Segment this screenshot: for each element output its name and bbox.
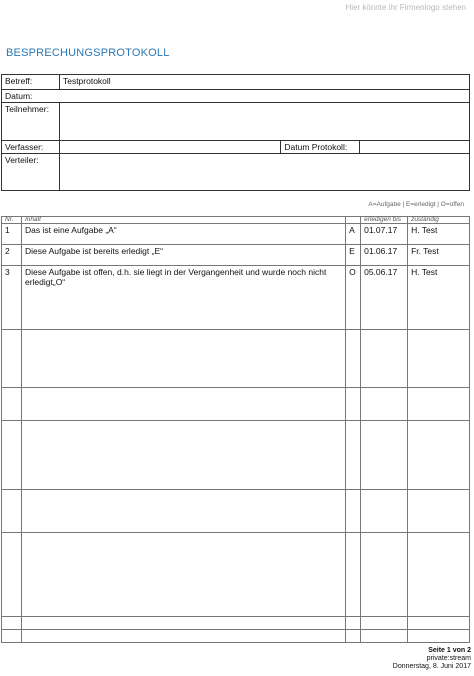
empty-cell[interactable] bbox=[408, 330, 470, 388]
empty-cell[interactable] bbox=[361, 421, 408, 490]
table-row bbox=[2, 490, 470, 533]
page-title: BESPRECHUNGSPROTOKOLL bbox=[6, 47, 170, 59]
datum-label[interactable]: Datum: bbox=[2, 90, 470, 103]
row-inhalt[interactable]: Diese Aufgabe ist offen, d.h. sie liegt in der Vergangenheit und wurde noch nicht erledigt„O“ bbox=[21, 266, 345, 330]
table-row bbox=[2, 630, 470, 643]
empty-cell[interactable] bbox=[21, 533, 345, 617]
verfasser-value[interactable] bbox=[59, 141, 280, 154]
empty-cell[interactable] bbox=[346, 630, 361, 643]
table-row bbox=[2, 266, 470, 330]
col-header-nr: Nr. bbox=[2, 217, 22, 224]
empty-cell[interactable] bbox=[408, 490, 470, 533]
row-person[interactable]: H. Test bbox=[408, 224, 470, 245]
row-nr: 3 bbox=[2, 266, 22, 330]
empty-cell[interactable] bbox=[2, 388, 22, 421]
meta-table bbox=[1, 74, 470, 191]
empty-cell[interactable] bbox=[361, 617, 408, 630]
col-header-erledigen-bis: erledigen bis bbox=[361, 217, 408, 224]
teilnehmer-label: Teilnehmer: bbox=[2, 103, 60, 141]
empty-cell[interactable] bbox=[2, 617, 22, 630]
betreff-value[interactable]: Testprotokoll bbox=[59, 75, 469, 90]
empty-cell[interactable] bbox=[21, 330, 345, 388]
empty-cell[interactable] bbox=[2, 330, 22, 388]
empty-cell[interactable] bbox=[346, 421, 361, 490]
verteiler-value[interactable] bbox=[59, 154, 469, 191]
empty-cell[interactable] bbox=[361, 630, 408, 643]
row-nr: 2 bbox=[2, 245, 22, 266]
empty-cell[interactable] bbox=[2, 533, 22, 617]
empty-cell[interactable] bbox=[361, 490, 408, 533]
empty-cell[interactable] bbox=[21, 388, 345, 421]
table-row bbox=[2, 330, 470, 388]
empty-cell[interactable] bbox=[361, 388, 408, 421]
table-row bbox=[2, 421, 470, 490]
empty-cell[interactable] bbox=[361, 533, 408, 617]
teilnehmer-value[interactable] bbox=[59, 103, 469, 141]
datum-protokoll-value[interactable] bbox=[360, 141, 470, 154]
footer-date: Donnerstag, 8. Juni 2017 bbox=[392, 663, 471, 670]
empty-cell[interactable] bbox=[346, 330, 361, 388]
empty-cell[interactable] bbox=[408, 388, 470, 421]
row-date[interactable]: 01.07.17 bbox=[361, 224, 408, 245]
row-inhalt[interactable]: Das ist eine Aufgabe „A“ bbox=[21, 224, 345, 245]
row-status[interactable]: O bbox=[346, 266, 361, 330]
empty-cell[interactable] bbox=[2, 421, 22, 490]
empty-cell[interactable] bbox=[408, 533, 470, 617]
empty-cell[interactable] bbox=[346, 617, 361, 630]
row-status[interactable]: A bbox=[346, 224, 361, 245]
row-status[interactable]: E bbox=[346, 245, 361, 266]
company-logo-placeholder: Hier könnte ihr Firmenlogo stehen bbox=[345, 3, 466, 12]
table-row bbox=[2, 224, 470, 245]
row-date[interactable]: 05.06.17 bbox=[361, 266, 408, 330]
empty-cell[interactable] bbox=[361, 330, 408, 388]
verfasser-label: Verfasser: bbox=[2, 141, 60, 154]
table-row bbox=[2, 617, 470, 630]
empty-cell[interactable] bbox=[346, 388, 361, 421]
empty-cell[interactable] bbox=[21, 617, 345, 630]
page-number: Seite 1 von 2 bbox=[428, 647, 471, 654]
row-nr: 1 bbox=[2, 224, 22, 245]
empty-cell[interactable] bbox=[21, 421, 345, 490]
empty-cell[interactable] bbox=[408, 630, 470, 643]
empty-cell[interactable] bbox=[2, 490, 22, 533]
empty-cell[interactable] bbox=[2, 630, 22, 643]
row-person[interactable]: H. Test bbox=[408, 266, 470, 330]
datum-protokoll-label: Datum Protokoll: bbox=[281, 141, 360, 154]
empty-cell[interactable] bbox=[346, 533, 361, 617]
tasks-table bbox=[1, 216, 470, 643]
empty-cell[interactable] bbox=[408, 421, 470, 490]
row-person[interactable]: Fr. Test bbox=[408, 245, 470, 266]
table-row bbox=[2, 245, 470, 266]
empty-cell[interactable] bbox=[21, 630, 345, 643]
col-header-zustandig: zuständig bbox=[408, 217, 470, 224]
row-inhalt[interactable]: Diese Aufgabe ist bereits erledigt „E“ bbox=[21, 245, 345, 266]
empty-cell[interactable] bbox=[21, 490, 345, 533]
col-header-status bbox=[346, 217, 361, 224]
footer-company: private:stream bbox=[426, 655, 471, 662]
status-legend: A=Aufgabe | E=erledigt | O=offen bbox=[368, 201, 464, 208]
table-row bbox=[2, 533, 470, 617]
col-header-inhalt: Inhalt bbox=[21, 217, 345, 224]
page-footer bbox=[393, 647, 471, 671]
verteiler-label: Verteiler: bbox=[2, 154, 60, 191]
empty-cell[interactable] bbox=[346, 490, 361, 533]
empty-cell[interactable] bbox=[408, 617, 470, 630]
row-date[interactable]: 01.06.17 bbox=[361, 245, 408, 266]
betreff-label: Betreff: bbox=[2, 75, 60, 90]
table-row bbox=[2, 388, 470, 421]
